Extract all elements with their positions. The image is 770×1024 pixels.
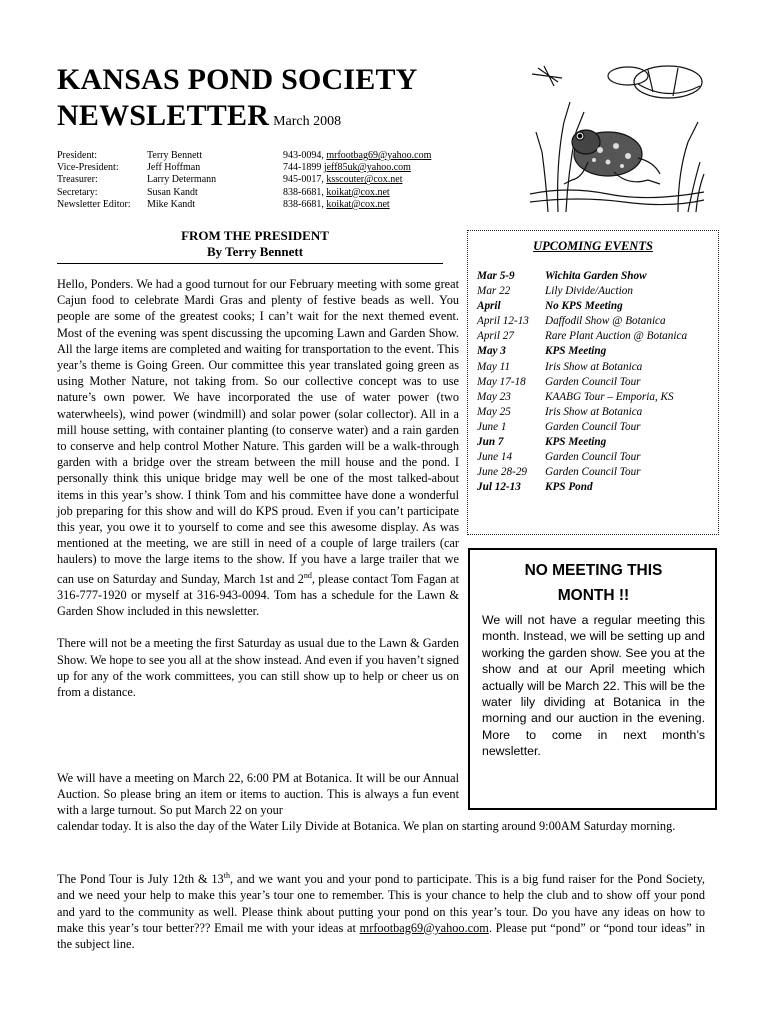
event-description: Garden Council Tour (545, 375, 641, 388)
officer-role: Secretary: (57, 186, 98, 198)
event-date: May 3 (477, 345, 506, 358)
no-meeting-notice (468, 548, 717, 810)
officer-email-link[interactable]: mrfootbag69@yahoo.com (326, 150, 432, 161)
officer-name: Susan Kandt (147, 186, 198, 198)
event-description: Rare Plant Auction @ Botanica (545, 330, 688, 343)
event-description: Iris Show at Botanica (545, 405, 643, 418)
events-list (477, 269, 715, 495)
event-description: Garden Council Tour (545, 420, 641, 433)
upcoming-events-title: UPCOMING EVENTS (533, 239, 653, 253)
article-paragraph-2: There will not be a meeting the first Saturday as usual due to the Lawn & Garden Show. We hope to see you all at the show instead. And even if you haven’t signed up for any of the work committees, you can still show up to help or cheer us on from a distance. (57, 636, 459, 699)
officer-phone: 838-6681, (283, 186, 324, 198)
article-paragraph-3: We will have a meeting on March 22, 6:00 PM at Botanica. It will be our Annual Auction. So please bring an item or items to auction. This is always a fun event with a large turnout. So put March 22 on your (57, 771, 459, 818)
event-row (477, 390, 715, 405)
officer-name: Mike Kandt (147, 198, 196, 210)
newsletter-title (57, 62, 418, 140)
officer-contact (283, 199, 390, 211)
ordinal-suffix: th (223, 871, 230, 880)
officer-role: President: (57, 150, 97, 161)
president-heading: FROM THE PRESIDENT (181, 228, 329, 243)
event-date: May 25 (477, 405, 511, 418)
officer-role: Newsletter Editor: (57, 198, 131, 210)
no-meeting-title-line-2: MONTH !! (557, 587, 630, 604)
event-date: May 23 (477, 390, 511, 403)
officer-contact (283, 174, 402, 186)
event-row (477, 465, 715, 480)
officer-contact (283, 150, 431, 162)
officer-phone: 943-0094, (283, 150, 324, 161)
article-paragraph-4 (57, 868, 705, 952)
no-meeting-text: We will not have a regular meeting this month. Instead, we will be setting up and working the garden show. See you at the show and at our April meeting which actually will be March 22. This will be the water lily dividing at Botanica in the morning and our auction in the evening. More to come in next month’s newsletter. (482, 613, 705, 759)
event-description: KPS Meeting (545, 345, 607, 358)
event-row (477, 269, 715, 284)
event-description: KPS Meeting (545, 436, 607, 449)
event-row (477, 405, 715, 420)
officer-phone: 838-6681, (283, 198, 324, 210)
event-date: Mar 22 (477, 285, 511, 298)
heading-divider (57, 263, 443, 264)
president-article (57, 276, 459, 716)
paragraph-1-text-cont: , please contact Tom Fagan at 316-777-1920 or myself at 316-943-0094. Tom has a schedule for the Lawn & Garden Show included in this newsletter. (57, 571, 459, 619)
event-date: Mar 5-9 (477, 270, 515, 282)
event-date: Jul 12-13 (477, 481, 521, 494)
event-row (477, 344, 715, 359)
event-row (477, 284, 715, 299)
ordinal-suffix: nd (303, 570, 312, 580)
issue-date: March 2008 (273, 114, 342, 129)
event-date: Jun 7 (477, 436, 504, 449)
frog-on-lily-pads-illustration (528, 62, 706, 212)
article-paragraph-3-continued: calendar today. It is also the day of the Water Lily Divide at Botanica. We plan on starting around 9:00AM Saturday morning. (57, 819, 676, 833)
officer-contact (283, 162, 411, 174)
officer-role: Vice-President: (57, 162, 119, 174)
event-description: Iris Show at Botanica (545, 360, 643, 373)
event-date: June 28-29 (477, 466, 528, 479)
paragraph-4-text: The Pond Tour is July 12th & 13 (57, 872, 224, 887)
event-description: Lily Divide/Auction (545, 285, 633, 298)
event-row (477, 435, 715, 450)
officer-email-link[interactable]: jeff85uk@yahoo.com (323, 162, 411, 174)
event-description: KAABG Tour – Emporia, KS (545, 390, 674, 403)
event-row (477, 375, 715, 390)
president-email-link[interactable]: mrfootbag69@yahoo.com (359, 920, 489, 935)
officer-phone: 945-0017, (283, 174, 324, 186)
event-row (477, 329, 715, 344)
event-row (477, 480, 715, 495)
event-date: May 11 (477, 360, 511, 373)
event-description: Garden Council Tour (545, 451, 641, 464)
paragraph-4-text-end: . Please put “pond” or “pond tour ideas” in the subject line. (57, 920, 705, 951)
president-byline: By Terry Bennett (206, 243, 304, 259)
event-row (477, 420, 715, 435)
upcoming-events-box (467, 230, 719, 535)
officer-email-link[interactable]: ksscouter@cox.net (326, 174, 403, 186)
officer-email-link[interactable]: koikat@cox.net (326, 198, 390, 210)
event-description: Garden Council Tour (545, 466, 641, 479)
event-date: April (477, 300, 501, 313)
event-row (477, 314, 715, 329)
officer-name: Jeff Hoffman (147, 162, 201, 174)
event-description: Wichita Garden Show (545, 270, 647, 282)
paragraph-1-text: Hello, Ponders. We had a good turnout for our February meeting with some great Cajun food to celebrate Mardi Gras and plenty of festive beads as well. You people are some of the greatest cooks; I can’t wait for the next themed event. Most of the evening was spent discussing the upcoming Lawn and Garden Show. All the large items are completed and waiting for transportation to the event. This year’s theme is Going Green. Our committee this year translated going green as using Mother Nature, not taking from. So our collective concept was to use nature’s own power. We have incorporated the use of water power (two waterwheels), wind power (windmill) and solar power (solar collector). All in a mill house setting, with container planting (to conserve water) and a rain garden to conserve and help control Mother Nature. This garden will be a walk-through garden with a bridge over the stream between the mill house and the pond. I personally think this unique bridge may well be one of the most talked-about items in this year’s show. I think Tom and his committee have done a wonderful job preparing for this show and will do KPS proud. Even if you can’t participate this year, you owe it to yourself to come and see this awesome display. As was mentioned at the meeting, we are still in need of a couple of large trailers (car haulers) to move the large items to the show. If you have a large trailer that we can use on Saturday and Sunday, March 1st and 2 (57, 277, 459, 586)
event-date: June 14 (477, 451, 513, 464)
event-row (477, 360, 715, 375)
event-date: April 27 (477, 330, 514, 343)
event-description: No KPS Meeting (545, 300, 623, 313)
president-column-heading (57, 228, 453, 259)
no-meeting-title (482, 558, 705, 608)
event-date: May 17-18 (477, 375, 526, 388)
officer-name: Larry Determann (147, 174, 217, 186)
article-paragraph-1 (57, 276, 459, 619)
title-line-1: KANSAS POND SOCIETY (57, 63, 418, 96)
officer-phone: 744-1899 (283, 162, 322, 174)
event-description: Daffodil Show @ Botanica (545, 315, 666, 328)
officer-contact (283, 187, 390, 199)
officer-role: Treasurer: (57, 174, 98, 186)
event-row (477, 450, 715, 465)
event-description: KPS Pond (545, 481, 593, 494)
title-line-2: NEWSLETTER (57, 99, 270, 132)
officer-email-link[interactable]: koikat@cox.net (326, 186, 390, 198)
event-row (477, 299, 715, 314)
officer-name: Terry Bennett (147, 150, 203, 161)
no-meeting-title-line-1: NO MEETING THIS (524, 562, 663, 579)
event-date: June 1 (477, 420, 507, 433)
paragraph-4-text-cont: , and we want you and your pond to participate. This is a big fund raiser for the Pond Society, and we need your help to make this year’s tour one to remember. This is your chance to help the club and to show off your pond and yard to the community as well. Please think about putting your pond on this year’s tour. Do you have any ideas on how to make this year’s tour better??? Email me with your ideas at (57, 872, 706, 935)
event-date: April 12-13 (477, 315, 529, 328)
